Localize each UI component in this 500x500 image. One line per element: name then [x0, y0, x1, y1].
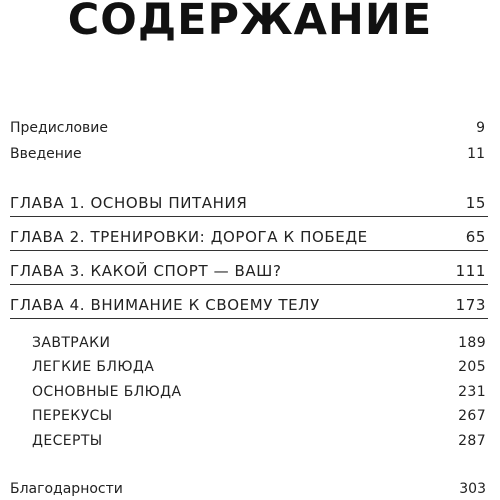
toc-entry-page: 15: [465, 194, 486, 212]
toc-entry-snacks[interactable]: [32, 407, 486, 425]
chapter-divider: [10, 216, 488, 217]
toc-entry-acknowledgements[interactable]: [10, 480, 486, 498]
toc-entry-chapter-4[interactable]: [10, 296, 486, 314]
toc-entry-preface[interactable]: [10, 119, 485, 137]
toc-entry-page: 65: [465, 228, 486, 246]
toc-entry-label: Введение: [10, 146, 82, 162]
toc-entry-page: 173: [455, 296, 486, 314]
toc-entry-page: 231: [458, 384, 486, 400]
toc-entry-light-meals[interactable]: [32, 358, 486, 376]
toc-entry-label: ДЕСЕРТЫ: [32, 433, 103, 449]
chapter-divider: [10, 318, 488, 319]
toc-entry-page: 303: [459, 481, 486, 497]
toc-entry-main-courses[interactable]: [32, 383, 486, 401]
toc-entry-label: ГЛАВА 1. ОСНОВЫ ПИТАНИЯ: [10, 194, 248, 212]
toc-entry-page: 11: [467, 146, 485, 162]
chapter-divider: [10, 284, 488, 285]
toc-entry-label: ГЛАВА 3. КАКОЙ СПОРТ — ВАШ?: [10, 262, 282, 280]
toc-entry-breakfasts[interactable]: [32, 334, 486, 352]
chapter-divider: [10, 250, 488, 251]
toc-entry-label: ГЛАВА 4. ВНИМАНИЕ К СВОЕМУ ТЕЛУ: [10, 296, 320, 314]
toc-entry-page: 205: [458, 359, 486, 375]
toc-entry-desserts[interactable]: [32, 432, 486, 450]
toc-entry-label: ОСНОВНЫЕ БЛЮДА: [32, 384, 182, 400]
toc-entry-label: Благодарности: [10, 481, 123, 497]
toc-entry-chapter-3[interactable]: [10, 262, 486, 280]
toc-entry-chapter-2[interactable]: [10, 228, 486, 246]
toc-entry-page: 287: [458, 433, 486, 449]
toc-entry-chapter-1[interactable]: [10, 194, 486, 212]
toc-entry-page: 9: [476, 120, 485, 136]
toc-entry-label: Предисловие: [10, 120, 108, 136]
toc-entry-label: ЛЕГКИЕ БЛЮДА: [32, 359, 155, 375]
toc-entry-label: ПЕРЕКУСЫ: [32, 408, 113, 424]
toc-entry-label: ЗАВТРАКИ: [32, 335, 111, 351]
toc-entry-page: 267: [458, 408, 486, 424]
toc-entry-page: 189: [458, 335, 486, 351]
toc-entry-introduction[interactable]: [10, 145, 485, 163]
page-title: СОДЕРЖАНИЕ: [67, 0, 433, 45]
toc-entry-page: 111: [455, 262, 486, 280]
toc-entry-label: ГЛАВА 2. ТРЕНИРОВКИ: ДОРОГА К ПОБЕДЕ: [10, 228, 368, 246]
